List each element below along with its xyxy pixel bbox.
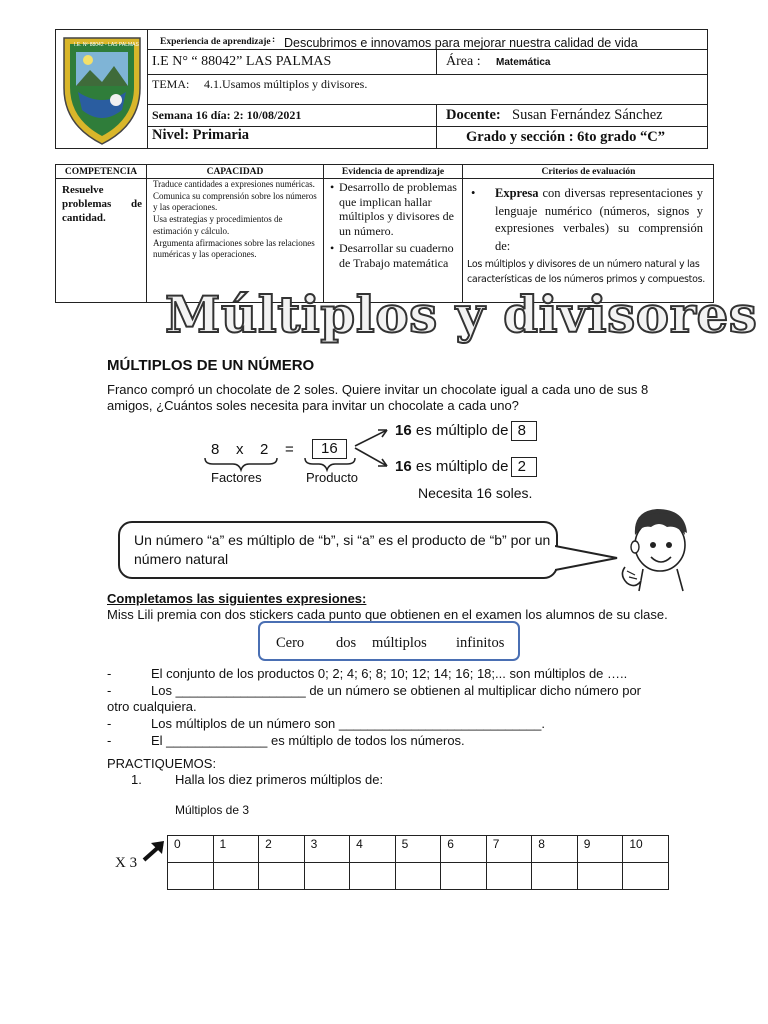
area-label: Área :: [446, 54, 481, 69]
word-bank-item: infinitos: [456, 635, 505, 651]
multiples-subheading: Múltiplos de 3: [175, 803, 250, 817]
docente-value: Susan Fernández Sánchez: [512, 107, 663, 123]
evidencia-header: Evidencia de aprendizaje: [324, 165, 462, 179]
header-table: [55, 29, 708, 149]
fill-in-item: - Los múltiplos de un número son ____________________________.: [107, 716, 545, 731]
section-heading-completamos: Completamos las siguientes expresiones:: [107, 591, 367, 606]
eq-result: 16: [312, 439, 347, 459]
word-bank-item: Cero: [276, 635, 305, 651]
table-header-cell: 6: [441, 836, 487, 863]
capacidad-column: [147, 165, 324, 302]
answer-cell[interactable]: [168, 863, 214, 890]
criterios-header: Criterios de evaluación: [463, 165, 714, 179]
producto-label: Producto: [306, 470, 359, 485]
capacidad-item: Traduce cantidades a expresiones numéricas.: [153, 179, 315, 189]
practice-item-number: 1.: [131, 772, 142, 787]
conclusion: Necesita 16 soles.: [418, 485, 533, 501]
fill-in-item: - El ______________ es múltiplo de todos los números.: [107, 733, 465, 748]
practice-item-text: Halla los diez primeros múltiplos de:: [175, 772, 384, 787]
criterio-bold: Expresa: [495, 186, 539, 200]
word-bank-item: dos: [336, 635, 357, 651]
eq-times: x: [236, 441, 244, 458]
boy-illustration-icon: [605, 505, 705, 595]
answer-cell[interactable]: [486, 863, 532, 890]
docente-label: Docente:: [446, 107, 501, 123]
table-row: [168, 836, 669, 863]
competence-table: [55, 164, 714, 303]
problem-text: Franco compró un chocolate de 2 soles. Quiere invitar un chocolate igual a cada uno de sus 8 amigos, ¿Cuántos soles necesita para invitar un chocolate a cada uno?: [107, 382, 649, 413]
evidencia-list: [330, 180, 460, 271]
school-logo: [56, 30, 148, 149]
experience-label: Experiencia de aprendizaje: [160, 37, 271, 47]
competencia-column: [56, 165, 147, 302]
arrow-icon: [140, 838, 170, 864]
eq-factor-a: 8: [211, 441, 220, 458]
section2-intro: Miss Lili premia con dos stickers cada punto que obtienen en el examen los alumnos de su clase.: [107, 607, 668, 622]
answer-cell[interactable]: [259, 863, 305, 890]
capacidad-list: [153, 179, 321, 261]
evidencia-column: [324, 165, 463, 302]
nivel: Nivel: Primaria: [152, 127, 250, 143]
table-header-cell: 9: [577, 836, 623, 863]
logo-text: I.E. Nº 88042 - LAS PALMAS: [74, 42, 139, 48]
area-value: Matemática: [496, 57, 551, 68]
capacidad-header: CAPACIDAD: [147, 165, 323, 179]
definition-text: Un número “a” es múltiplo de “b”, si “a” es el producto de “b” por un número natural: [134, 532, 551, 567]
answer-cell[interactable]: [350, 863, 396, 890]
table-header-cell: 4: [350, 836, 396, 863]
answer-cell[interactable]: [395, 863, 441, 890]
table-header-cell: 5: [395, 836, 441, 863]
table-header-cell: 1: [213, 836, 259, 863]
answer-cell[interactable]: [213, 863, 259, 890]
table-header-cell: 8: [532, 836, 578, 863]
answer-cell[interactable]: [441, 863, 487, 890]
statement-multiple-2: 16 es múltiplo de 2: [395, 457, 537, 477]
evidencia-item: • Desarrollar su cuaderno de Trabajo matemática: [330, 241, 454, 270]
multiplier-label: X 3: [115, 855, 138, 871]
school-name: I.E N° “ 88042” LAS PALMAS: [152, 54, 332, 69]
answer-cell[interactable]: [577, 863, 623, 890]
eq-factor-b: 2: [260, 441, 269, 458]
answer-cell[interactable]: [532, 863, 578, 890]
statement-box-2: 2: [511, 457, 537, 477]
grado: Grado y sección : 6to grado “C”: [466, 129, 665, 145]
capacidad-item: Usa estrategias y procedimientos de estimación y cálculo.: [153, 214, 283, 236]
statement-box-8: 8: [511, 421, 537, 441]
word-bank: [258, 621, 520, 661]
competencia-text: Resuelve problemas de cantidad.: [62, 184, 142, 224]
statement-multiple-8: 16 es múltiplo de 8: [395, 421, 537, 441]
practice-heading: PRACTIQUEMOS:: [107, 756, 217, 771]
school-row: [148, 50, 708, 75]
tema-label: TEMA:: [152, 77, 190, 91]
table-header-cell: 10: [623, 836, 669, 863]
table-header-cell: 3: [304, 836, 350, 863]
tema-row: [148, 75, 708, 105]
semana-row: [148, 105, 708, 127]
answer-cell[interactable]: [623, 863, 669, 890]
table-header-cell: 2: [259, 836, 305, 863]
evidencia-item: • Desarrollo de problemas que implican hallar múltiplos y divisores de un número.: [330, 180, 457, 238]
section-heading-multiplos: MÚLTIPLOS DE UN NÚMERO: [107, 357, 315, 374]
fill-in-list: [107, 666, 667, 749]
experience-row: Experiencia de aprendizaje : Descubrimos e innovamos para mejorar nuestra calidad de vida: [148, 30, 708, 50]
competencia-header: COMPETENCIA: [56, 165, 146, 179]
table-header-cell: 0: [168, 836, 214, 863]
capacidad-item: Comunica su comprensión sobre los números y las operaciones.: [153, 190, 317, 213]
nivel-row: [148, 127, 708, 149]
multiples-table: [167, 835, 669, 890]
word-bank-item: múltiplos: [372, 635, 427, 651]
eq-equals: =: [285, 441, 294, 458]
page-title: Múltiplos y divisores: [165, 285, 758, 344]
fill-in-item: - El conjunto de los productos 0; 2; 4; 6; 8; 10; 12; 14; 16; 18;... son múltiplos de …..: [107, 666, 628, 681]
answer-cell[interactable]: [304, 863, 350, 890]
criterios-column: [463, 165, 714, 302]
factores-label: Factores: [211, 470, 262, 485]
criterio-text: • Expresa con diversas representaciones y lenguaje numérico (números, signos y expresiones verbales) su comprensión de:: [471, 186, 703, 253]
fill-in-item: - Los __________________ de un número se obtienen al multiplicar dicho número por otro cualquiera.: [107, 683, 642, 714]
criterio-small: Los múltiplos y divisores de un número natural y las características de los números primos y compuestos.: [467, 259, 705, 285]
criterio-body: con diversas representaciones y lenguaje numérico (números, signos y expresiones verbales) su comprensión de:: [495, 186, 703, 253]
table-header-cell: 7: [486, 836, 532, 863]
table-row: [168, 863, 669, 890]
tema-value: 4.1.Usamos múltiplos y divisores.: [204, 77, 368, 91]
semana: Semana 16 día: 2: 10/08/2021: [152, 108, 302, 122]
capacidad-item: Argumenta afirmaciones sobre las relaciones numéricas y las operaciones.: [153, 237, 315, 260]
experience-value: Descubrimos e innovamos para mejorar nuestra calidad de vida: [284, 36, 638, 50]
definition-bubble: [118, 521, 558, 579]
